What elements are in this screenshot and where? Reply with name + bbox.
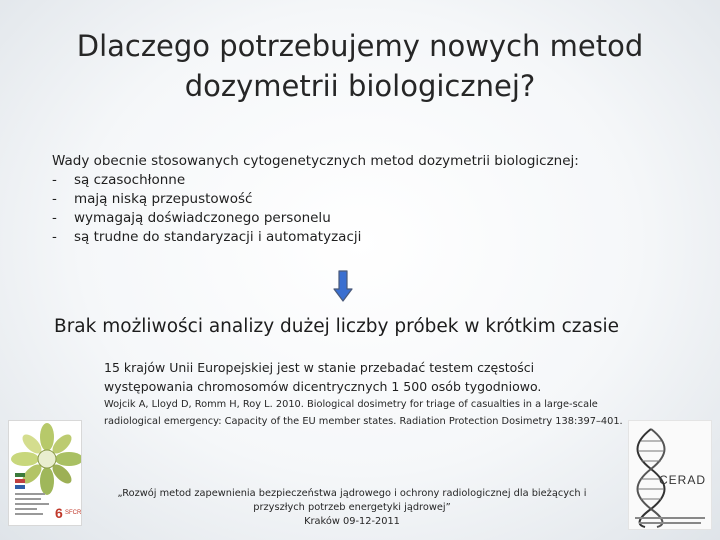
list-item-text: są czasochłonne [74,172,186,188]
list-item-text: mają niską przepustowość [74,191,253,207]
cerad-label: CERAD [659,473,707,487]
logo-number: 6 [55,505,63,521]
headline: Brak możliwości analizy dużej liczby próbek w krótkim czasie [54,316,619,337]
footer [112,487,592,529]
list-item-text: wymagają doświadczonego personelu [74,210,331,226]
bullet-marker: - [52,172,57,188]
list-item [52,209,579,228]
slide-title-line-1: Dlaczego potrzebujemy nowych metod [76,29,644,63]
citation [104,396,623,430]
footer-date: Kraków 09-12-2011 [304,516,400,527]
cerad-logo [628,420,712,530]
drawbacks-lead: Wady obecnie stosowanych cytogenetycznych metod dozymetrii biologicznej: [52,153,579,169]
footer-line-1: „Rozwój metod zapewnienia bezpieczeństwa jądrowego i ochrony radiologicznej dla bieżących i [117,488,587,499]
slide-title-line-2: dozymetrii biologicznej? [184,69,536,103]
down-arrow-icon [333,270,353,302]
list-item [52,228,579,247]
footer-line-2: przyszłych potrzeb energetyki jądrowej” [253,502,451,513]
logo-label: SFCR [65,510,82,516]
list-item-text: są trudne do standaryzacji i automatyzacji [74,229,362,245]
capacity-fact-line-1: 15 krajów Unii Europejskiej jest w stanie przebadać testem częstości [104,360,535,375]
drawbacks-list [52,152,579,247]
bullet-marker: - [52,229,57,245]
citation-line-2: radiological emergency: Capacity of the EU member states. Radiation Protection Dosimetry 138:397–401. [104,416,623,427]
bullet-marker: - [52,210,57,226]
slide-title [40,26,680,106]
capacity-fact [104,358,541,396]
citation-line-1: Wojcik A, Lloyd D, Romm H, Roy L. 2010. Biological dosimetry for triage of casualties in a large-scale [104,399,598,410]
list-item [52,171,579,190]
list-item [52,190,579,209]
congress-logo [8,420,82,526]
bullet-marker: - [52,191,57,207]
capacity-fact-line-2: występowania chromosomów dicentrycznych 1 500 osób tygodniowo. [104,379,542,394]
